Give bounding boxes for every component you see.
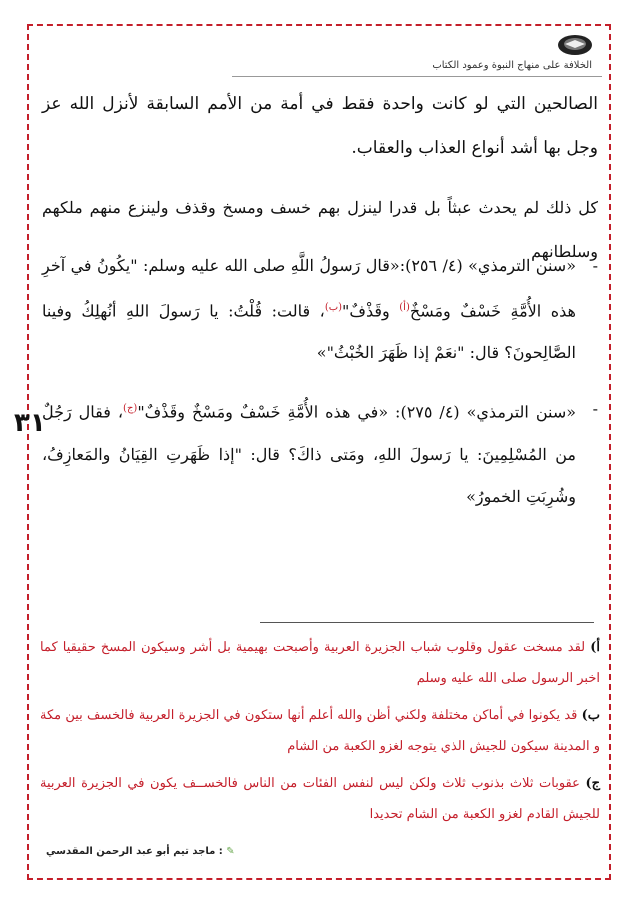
hadith-text: «سنن الترمذي» (٤/ ٢٥٦):«قال رَسولُ اللَّهِ صلى الله عليه وسلم: "يكُونُ في آخرِ هذه الأُمَّةِ خَسْفٌ ومَسْخٌ <box>42 256 576 321</box>
feather-icon: ✎ <box>226 846 235 857</box>
book-logo-icon <box>557 34 593 56</box>
author-name: : ماجد تيم أبو عبد الرحمن المقدسي <box>46 846 223 857</box>
author-signature <box>46 846 235 857</box>
header-divider <box>232 76 602 77</box>
footnote-ref-c[interactable]: (ج) <box>123 403 138 415</box>
footnote-divider <box>260 622 594 623</box>
paragraph-2: كل ذلك لم يحدث عبثاً بل قدرا لينزل بهم خسف ومسخ وقذف ولينزع منهم ملكهم وسلطانهم <box>42 198 598 261</box>
footnote-letter: ب) <box>581 708 600 723</box>
footnote <box>40 700 600 762</box>
page-number: ٣١ <box>14 408 46 438</box>
hadith-text: وقَذْفٌ" <box>342 301 400 321</box>
footnote-ref-b[interactable]: (ب) <box>324 302 343 313</box>
footnote-text: عقوبات ثلاث بذنوب ثلاث ولكن ليس لنفس الفئات من الناس فالخســف يكون في الجزيرة العربية للجيش القادم لغزو الكعبة من الشام تحديدا <box>40 776 600 822</box>
footnote-text: قد يكونوا في أماكن مختلفة ولكني أظن والله أعلم أنها ستكون في الجزيرة العربية فالخسف بين مكة و المدينة سيكون للجيش الذي يتوجه لغزو الكعبة من الشام <box>40 708 600 754</box>
footnote-letter: ج) <box>585 776 601 791</box>
hadith-text: ، فقال رَجُلٌ من المُسْلِمِينَ: يا رَسولَ اللهِ، ومَتى ذاكَ؟ قال: "إذا ظَهَرتِ القِيَانُ والمَعازِفُ، وشُرِبَتِ الخمورُ» <box>42 402 576 506</box>
list-item <box>42 245 598 374</box>
footnote <box>40 768 600 830</box>
page-header-title: الخلافة على منهاج النبوة وعمود الكتاب <box>432 60 592 71</box>
footnote <box>40 632 600 694</box>
footnote-ref-a[interactable]: (أ) <box>399 302 410 313</box>
hadith-list <box>42 245 598 532</box>
list-dash: - <box>592 399 598 419</box>
hadith-text: ، قالت: قُلْتُ: يا رَسولَ اللهِ أنُهلِكُ وفينا الصَّالِحونَ؟ قال: "نعَمْ إذا ظَهَرَ الخُبْثُ"» <box>42 301 576 363</box>
hadith-text: «سنن الترمذي» (٤/ ٢٧٥): «في هذه الأُمَّةِ خَسْفٌ ومَسْخٌ وقَذْفٌ" <box>137 402 577 422</box>
paragraph-1: الصالحين التي لو كانت واحدة فقط في أمة من الأمم السابقة لأنزل الله عز وجل بها أشد أنواع العذاب والعقاب. <box>42 94 598 158</box>
footnote-letter: أ) <box>590 640 600 655</box>
footnotes <box>40 632 600 836</box>
footnote-text: لقد مسخت عقول وقلوب شباب الجزيرة العربية وأصبحت بهيمية بل أشر وسيكون المسخ حقيقيا كما اخبر الرسول صلى الله عليه وسلم <box>40 640 600 686</box>
list-item <box>42 388 598 517</box>
list-dash: - <box>592 256 598 275</box>
